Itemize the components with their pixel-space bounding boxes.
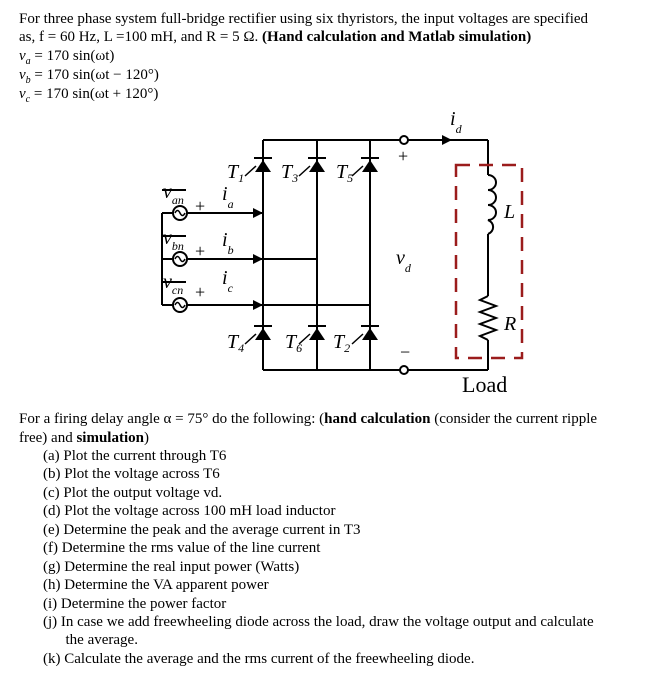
task-item: the average. — [43, 632, 138, 648]
label-vd-sub: d — [404, 261, 411, 275]
svg-text:T2 — [333, 331, 350, 355]
tasks-intro-bold: hand calculation — [324, 411, 431, 427]
label-T6-sub: 6 — [296, 341, 303, 355]
label-ia: i — [222, 183, 228, 205]
svg-text:T6 — [285, 331, 302, 355]
equation-va-text: = 170 sin(ωt) — [34, 48, 115, 64]
svg-text:vcn — [163, 271, 183, 297]
thyristors-bottom — [245, 326, 379, 344]
svg-text:id — [450, 108, 463, 136]
label-T2-sub: 2 — [344, 341, 351, 355]
task-item: (g) Determine the real input power (Watts) — [43, 559, 300, 575]
thyristor-T5-icon — [352, 158, 379, 176]
thyristor-T4-icon — [245, 326, 272, 344]
thyristor-T2-icon — [352, 326, 379, 344]
sign-minus-out: − — [400, 342, 411, 362]
label-T3: T — [281, 161, 293, 183]
task-item: (j) In case we add freewheeling diode across the load, draw the voltage output and calculate — [43, 614, 594, 630]
thyristor-T1-icon — [245, 158, 272, 176]
sign-plus-b: + — [195, 241, 206, 261]
equation-vb: $v_b = 170$ sin(ωt − 120°) — [19, 67, 159, 86]
circuit-labels — [163, 108, 516, 355]
svg-text:ib — [222, 229, 234, 257]
problem-line-2-bold: (Hand calculation and Matlab simulation) — [262, 29, 532, 45]
label-T4-sub: 4 — [238, 341, 245, 355]
label-vcn: v — [163, 271, 172, 293]
resistor-R-icon — [480, 296, 496, 340]
label-T6: T — [285, 331, 297, 353]
svg-text:T4 — [227, 331, 244, 355]
inductor-L-icon — [488, 175, 496, 234]
tasks-intro-mid: (consider the current ripple — [430, 411, 598, 427]
sign-plus-a: + — [195, 196, 206, 216]
current-arrows — [253, 208, 263, 310]
equation-vb-text: = 170 sin(ωt − 120°) — [34, 67, 159, 83]
task-item: (d) Plot the voltage across 100 mH load inductor — [43, 503, 336, 519]
task-item: (c) Plot the output voltage vd. — [43, 485, 223, 501]
svg-text:vd — [396, 247, 412, 275]
tasks-intro2-bold: simulation — [76, 430, 144, 446]
ia-arrow-icon — [253, 208, 263, 218]
label-T4: T — [227, 331, 239, 353]
tasks-intro-line-1 — [19, 410, 597, 428]
task-item: (i) Determine the power factor — [43, 596, 227, 612]
label-T3-sub: 3 — [292, 171, 299, 185]
task-item: (a) Plot the current through T6 — [43, 448, 227, 464]
label-R: R — [504, 313, 517, 335]
label-ib-sub: b — [227, 243, 234, 257]
label-id: i — [450, 108, 456, 130]
ic-arrow-icon — [253, 300, 263, 310]
label-T1-sub: 1 — [238, 171, 245, 185]
label-T5: T — [336, 161, 348, 183]
task-item: (f) Determine the rms value of the line current — [43, 540, 321, 556]
svg-text:T1 — [227, 161, 244, 185]
label-van-sub: an — [171, 193, 184, 207]
label-ia-sub: a — [227, 197, 234, 211]
label-ic-sub: c — [227, 281, 233, 295]
tasks-intro2-pre: free) and — [19, 430, 77, 446]
thyristor-T6-icon — [299, 326, 326, 344]
sign-plus-out: + — [398, 146, 409, 166]
svg-text:T5 — [336, 161, 353, 185]
svg-text:vbn — [163, 227, 184, 253]
svg-text:T3 — [281, 161, 298, 185]
id-arrow-icon — [442, 135, 452, 145]
equation-vc: $v_c = 170$ sin(ωt + 120°) — [19, 86, 159, 105]
label-vcn-sub: cn — [171, 283, 184, 297]
svg-text:ia — [222, 183, 234, 211]
label-id-sub: d — [455, 122, 462, 136]
tasks-intro2-post: ) — [143, 430, 149, 446]
equation-vc-text: = 170 sin(ωt + 120°) — [33, 86, 159, 102]
problem-line-1: For three phase system full-bridge rectifier using six thyristors, the input voltages are specified — [19, 11, 589, 27]
label-ib: i — [222, 229, 228, 251]
label-L: L — [504, 201, 516, 223]
task-item: (e) Determine the peak and the average current in T3 — [43, 522, 361, 538]
tasks-intro-line-2 — [19, 429, 149, 447]
thyristor-T3-icon — [299, 158, 326, 176]
label-T5-sub: 5 — [347, 171, 354, 185]
label-T1: T — [227, 161, 239, 183]
label-van: v — [163, 181, 172, 203]
tasks-intro-pre: For a firing delay angle α = 75° do the following: ( — [19, 411, 325, 427]
problem-line-2-params: as, f = 60 Hz, L =100 mH, and R = 5 Ω. — [19, 29, 259, 45]
terminal-positive-icon — [400, 136, 408, 144]
label-ic: i — [222, 267, 228, 289]
task-item: (b) Plot the voltage across T6 — [43, 466, 220, 482]
task-item: (h) Determine the VA apparent power — [43, 577, 269, 593]
svg-text:ic — [222, 267, 234, 295]
label-vbn: v — [163, 227, 172, 249]
label-T2: T — [333, 331, 345, 353]
label-load: Load — [462, 372, 508, 397]
thyristors-top — [245, 158, 379, 176]
terminal-negative-icon — [400, 366, 408, 374]
svg-text:van — [163, 181, 184, 207]
task-item: (k) Calculate the average and the rms current of the freewheeling diode. — [43, 651, 475, 667]
ib-arrow-icon — [253, 254, 263, 264]
equation-va: $v_a = 170$ sin(ωt) — [19, 48, 115, 67]
sign-plus-c: + — [195, 282, 206, 302]
label-vd: v — [396, 247, 405, 269]
label-vbn-sub: bn — [171, 239, 184, 253]
